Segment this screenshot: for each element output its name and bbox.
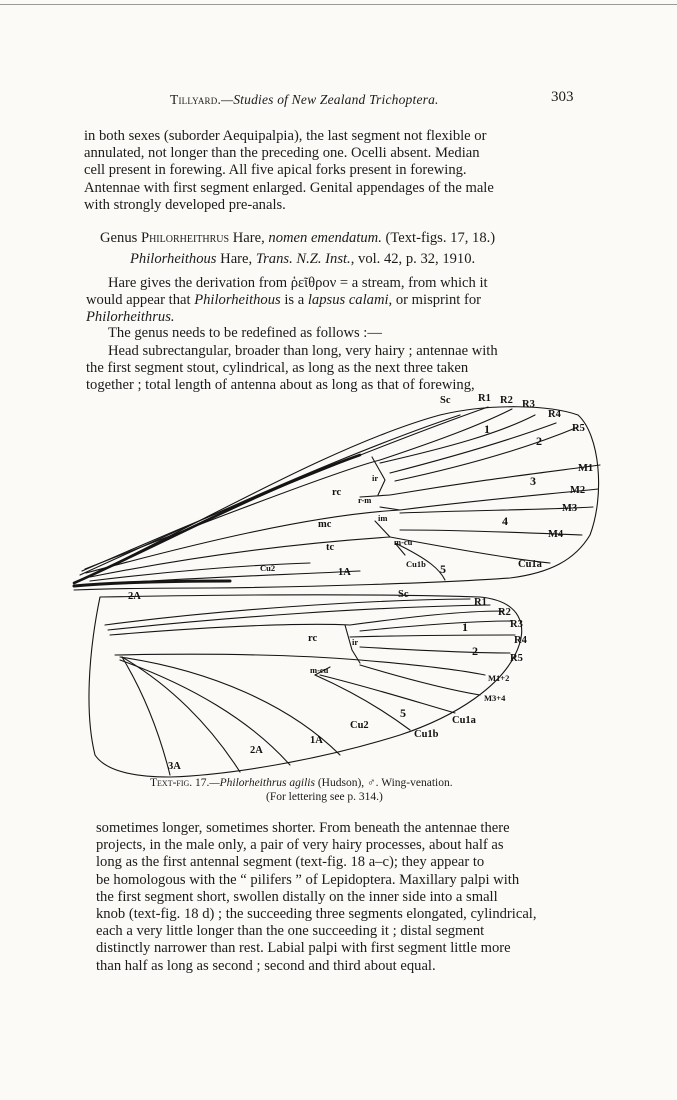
text-line: projects, in the male only, a pair of very hairy processes, about half as bbox=[96, 837, 504, 854]
label-cu2: Cu2 bbox=[260, 563, 276, 573]
hindwing-m-stem bbox=[115, 654, 360, 660]
label-tc: tc bbox=[326, 542, 335, 553]
page-number: 303 bbox=[551, 89, 574, 105]
label-hw-fork-1: 1 bbox=[462, 620, 468, 634]
synonym-journal: Trans. N.Z. Inst. bbox=[255, 251, 351, 267]
hindwing-1a bbox=[120, 660, 290, 765]
genus-note: nomen emendatum. bbox=[268, 230, 382, 246]
hindwing bbox=[89, 595, 522, 777]
hindwing-r2 bbox=[350, 611, 503, 625]
text-line: Antennae with first segment enlarged. Genital appendages of the male bbox=[84, 179, 494, 196]
label-mcu: m-cu bbox=[394, 537, 413, 547]
label-hw-cu1a: Cu1a bbox=[452, 715, 476, 726]
continuation-paragraph bbox=[96, 820, 537, 975]
synonym-name: Philorheithous bbox=[130, 251, 217, 267]
top-rule bbox=[0, 4, 677, 5]
label-r4: R4 bbox=[548, 409, 561, 420]
hindwing-r4 bbox=[350, 635, 515, 637]
label-fork-2: 2 bbox=[536, 434, 542, 448]
label-sc: Sc bbox=[440, 395, 451, 406]
hindwing-cu2 bbox=[120, 657, 340, 755]
text-line: distinctly narrower than rest. Labial palpi with first segment little more bbox=[96, 940, 511, 957]
label-im: im bbox=[378, 513, 388, 523]
synonym-line bbox=[130, 251, 475, 268]
label-cu1b: Cu1b bbox=[406, 559, 426, 569]
wing-venation-figure bbox=[60, 385, 620, 780]
label-2a: 2A bbox=[128, 591, 141, 602]
forewing-m-stem bbox=[86, 510, 400, 573]
label-m1: M1 bbox=[578, 463, 594, 474]
genus-prefix: Genus bbox=[100, 230, 141, 246]
text-line bbox=[86, 292, 488, 309]
label-hw-rc: rc bbox=[308, 633, 318, 644]
forewing-r2 bbox=[380, 409, 512, 460]
label-fork-5: 5 bbox=[440, 562, 446, 576]
label-hw-m12: M1+2 bbox=[488, 673, 510, 683]
caption-line bbox=[150, 776, 453, 790]
text-line: in both sexes (suborder Aequipalpia), the last segment not flexible or bbox=[84, 128, 487, 144]
text-line: annulated, not longer than the preceding one. Ocelli absent. Median bbox=[84, 145, 480, 162]
label-m2: M2 bbox=[570, 485, 586, 496]
figure-caption bbox=[150, 776, 453, 804]
text-span: lapsus calami, bbox=[307, 292, 393, 309]
caption-lead: Text-fig. 17. bbox=[150, 777, 210, 789]
text-line: knob (text-fig. 18 d) ; the succeeding three segments elongated, cylindrical, bbox=[96, 906, 537, 923]
hindwing-labels bbox=[168, 589, 528, 772]
text-line: Head subrectangular, broader than long, very hairy ; antennae with bbox=[108, 343, 498, 359]
redefine-line: The genus needs to be redefined as follows :— bbox=[108, 325, 382, 341]
running-head bbox=[170, 92, 439, 108]
label-hw-r4: R4 bbox=[514, 635, 527, 646]
text-span: would appear that bbox=[86, 292, 195, 309]
label-hw-ir: ir bbox=[352, 637, 359, 647]
label-fork-4: 4 bbox=[502, 514, 508, 528]
label-cu1a: Cu1a bbox=[518, 559, 542, 570]
genus-author: Hare, bbox=[229, 230, 269, 246]
text-line: each a very little longer than the one succeeding it ; distal segment bbox=[96, 923, 485, 940]
text-line: together ; total length of antenna about as long as that of forewing, bbox=[86, 377, 475, 394]
label-hw-cu2: Cu2 bbox=[350, 720, 369, 731]
author-name: Tillyard. bbox=[170, 92, 222, 107]
label-mc: mc bbox=[318, 519, 332, 530]
label-hw-fork-5: 5 bbox=[400, 706, 406, 720]
label-r1: R1 bbox=[478, 393, 491, 404]
label-hw-1a: 1A bbox=[310, 735, 323, 746]
intro-paragraph bbox=[84, 128, 494, 214]
caption-line-2: (For lettering see p. 314.) bbox=[266, 791, 383, 803]
text-line: than half as long as second ; second and third about equal. bbox=[96, 957, 436, 974]
label-hw-3a: 3A bbox=[168, 761, 181, 772]
label-r3: R3 bbox=[522, 399, 535, 410]
caption-species: —Philorheithrus agilis bbox=[209, 777, 315, 789]
label-hw-fork-2: 2 bbox=[472, 644, 478, 658]
text-line: Hare gives the derivation from ῥεῖθρον = a stream, from which it bbox=[108, 275, 488, 291]
synonym-ref: , vol. 42, p. 32, 1910. bbox=[350, 251, 476, 267]
text-span: or misprint for bbox=[392, 292, 481, 309]
label-fork-1: 1 bbox=[484, 422, 490, 436]
forewing-r3 bbox=[380, 415, 535, 463]
text-line: sometimes longer, sometimes shorter. From beneath the antennae there bbox=[96, 820, 510, 836]
genus-figs: (Text-figs. 17, 18.) bbox=[381, 230, 496, 246]
hindwing-sc bbox=[105, 599, 470, 625]
label-r5: R5 bbox=[572, 423, 585, 434]
synonym-author: Hare, bbox=[216, 251, 256, 267]
hindwing-2a bbox=[122, 657, 240, 772]
label-r2: R2 bbox=[500, 395, 513, 406]
text-line: be homologous with the “ pilifers ” of Lepidoptera. Maxillary palpi with bbox=[96, 871, 520, 888]
label-hw-r2: R2 bbox=[498, 607, 511, 618]
hindwing-r5 bbox=[360, 647, 510, 653]
label-hw-r3: R3 bbox=[510, 619, 523, 630]
hindwing-3a bbox=[122, 657, 170, 775]
label-m3: M3 bbox=[562, 503, 578, 514]
journal-title: —Studies of New Zealand Trichoptera. bbox=[221, 92, 439, 107]
label-hw-sc: Sc bbox=[398, 589, 409, 600]
label-rm: r-m bbox=[358, 495, 372, 505]
genus-heading bbox=[100, 230, 495, 247]
hindwing-cu1a bbox=[320, 675, 455, 713]
forewing-labels bbox=[128, 393, 593, 602]
label-hw-2a: 2A bbox=[250, 745, 263, 756]
text-line: the first segment short, swollen distally on the inner side into a small bbox=[96, 888, 498, 905]
label-hw-m34: M3+4 bbox=[484, 693, 506, 703]
forewing-2a-band bbox=[74, 581, 230, 586]
label-fork-3: 3 bbox=[530, 474, 536, 488]
hindwing-m12 bbox=[360, 660, 485, 675]
label-hw-r5: R5 bbox=[510, 653, 523, 664]
label-ir: ir bbox=[372, 473, 379, 483]
caption-rest: (Hudson), ♂. Wing-venation. bbox=[314, 777, 453, 789]
label-1a: 1A bbox=[338, 567, 351, 578]
genus-name: Philorheithrus bbox=[140, 230, 230, 246]
hindwing-outline bbox=[89, 595, 522, 777]
text-line: cell present in forewing. All five apical forks present in forewing. bbox=[84, 162, 467, 179]
label-m4: M4 bbox=[548, 529, 564, 540]
derivation-paragraph bbox=[86, 275, 488, 327]
text-span: is a bbox=[280, 292, 308, 309]
forewing-m1 bbox=[390, 465, 600, 495]
text-line: with strongly developed pre-anals. bbox=[84, 196, 286, 213]
text-span: Philorheithous bbox=[194, 292, 281, 309]
label-hw-r1: R1 bbox=[474, 597, 487, 608]
label-hw-cu1b: Cu1b bbox=[414, 729, 439, 740]
label-rc: rc bbox=[332, 487, 342, 498]
text-line: long as the first antennal segment (text-fig. 18 a–c); they appear to bbox=[96, 854, 485, 871]
text-line: the first segment stout, cylindrical, as long as the next three taken bbox=[86, 360, 469, 377]
hindwing-r3 bbox=[360, 621, 512, 631]
label-hw-mcu: m-cu bbox=[310, 665, 329, 675]
text-span: Philorheithrus. bbox=[86, 309, 175, 326]
